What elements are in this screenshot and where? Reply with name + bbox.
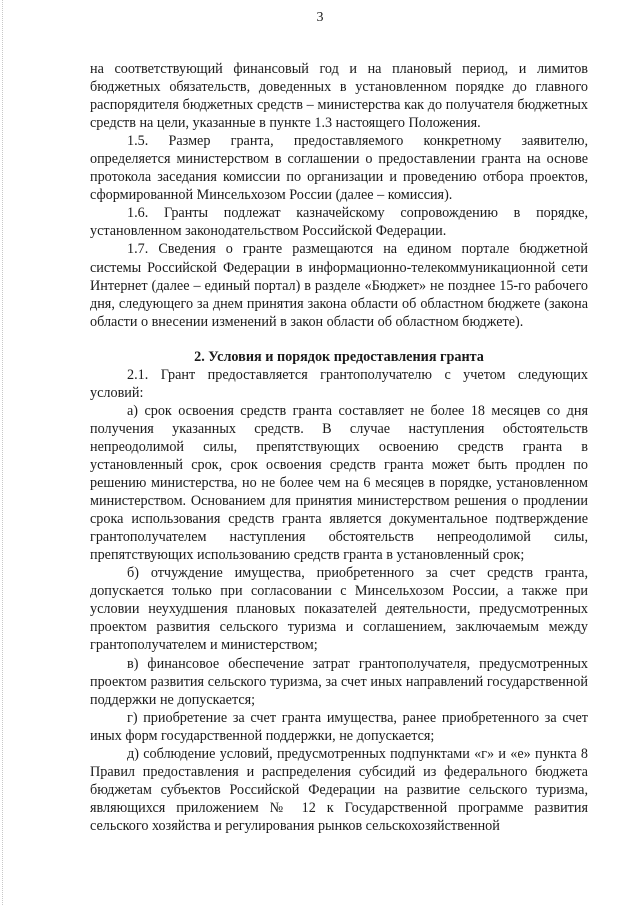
page-edge-dotted-line: [2, 0, 4, 905]
document-body: [90, 60, 588, 835]
paragraph-1-6: 1.6. Гранты подлежат казначейскому сопровождению в порядке, установленном законодательством Российской Федерации.: [90, 205, 588, 240]
subitem-b: б) отчуждение имущества, приобретенного за счет средств гранта, допускается только при согласовании с Минсельхозом России, а также при условии неухудшения плановых показателей деятельности, предусмотренных проектом развития сельского туризма и соглашением, заключаемым между грантополучателем и министерством;: [90, 565, 588, 654]
subitem-a: а) срок освоения средств гранта составляет не более 18 месяцев со дня получения указанных средств. В случае наступления обстоятельств непреодолимой силы, препятствующих освоению средств гранта в установленный срок, срок освоения средств гранта может быть продлен по решению министерства, но не более чем на 6 месяцев в порядке, установленном министерством. Основанием для принятия министерством решения о продлении срока использования средств гранта является документальное подтверждение грантополучателем наступления обстоятельств непреодолимой силы, препятствующих использованию средств гранта в установленный срок;: [90, 402, 588, 564]
subitem-g: г) приобретение за счет гранта имущества, ранее приобретенного за счет иных форм государственной поддержки, не допускается;: [90, 709, 588, 744]
section-2-heading: 2. Условия и порядок предоставления гранта: [194, 348, 484, 365]
paragraph-1-5: 1.5. Размер гранта, предоставляемого конкретному заявителю, определяется министерством в соглашении о предоставлении гранта на основе протокола заседания комиссии по организации и проведению отбора проектов, сформированной Минсельхозом России (далее – комиссия).: [90, 133, 588, 204]
paragraph-continuation: на соответствующий финансовый год и на плановый период, и лимитов бюджетных обязательств, доведенных в установленном порядке до главного распорядителя бюджетных средств – министерства как до получателя бюджетных средств на цели, указанные в пункте 1.3 настоящего Положения.: [90, 61, 588, 132]
paragraph-2-1: 2.1. Грант предоставляется грантополучателю с учетом следующих условий:: [90, 366, 588, 401]
subitem-v: в) финансовое обеспечение затрат грантополучателя, предусмотренных проектом развития сельского туризма, за счет иных направлений государственной поддержки не допускается;: [90, 655, 588, 708]
subitem-d: д) соблюдение условий, предусмотренных подпунктами «г» и «е» пункта 8 Правил предоставления и распределения субсидий из федерального бюджета бюджетам субъектов Российской Федерации на развитие сельского туризма, являющихся приложением № 12 к Государственной программе развития сельского хозяйства и регулирования рынков сельскохозяйственной: [90, 745, 588, 834]
page-number: 3: [316, 10, 324, 25]
paragraph-1-7: 1.7. Сведения о гранте размещаются на едином портале бюджетной системы Российской Федерации в информационно-телекоммуникационной сети Интернет (далее – единый портал) в разделе «Бюджет» не позднее 15-го рабочего дня, следующего за днем принятия закона области об областном бюджете (закона области о внесении изменений в закон области об областном бюджете).: [90, 241, 588, 330]
